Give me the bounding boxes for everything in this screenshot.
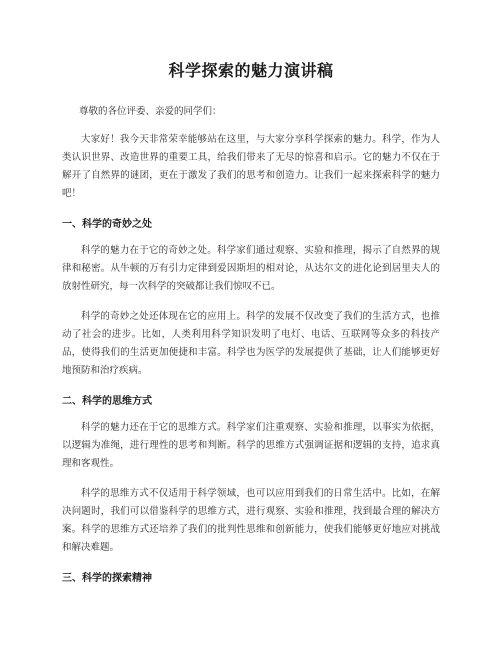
section-2-heading: 二、科学的思维方式 [62, 396, 152, 407]
section-2-paragraph-1: 科学的魅力还在于它的思维方式。科学家们注重观察、实验和推理，以事实为依据，以逻辑为准绳，进行理性的思考和判断。科学的思维方式强调证据和逻辑的支持，追求真理和客观性。 [62, 422, 440, 469]
greeting: 尊敬的各位评委、亲爱的同学们： [79, 106, 222, 117]
section-1-heading: 一、科学的奇妙之处 [62, 219, 152, 230]
section-1-paragraph-1: 科学的魅力在于它的奇妙之处。科学家们通过观察、实验和推理，揭示了自然界的规律和秘密。从牛顿的万有引力定律到爱因斯坦的相对论，从达尔文的进化论到居里夫人的放射性研究，每一次科学的突破都让我们惊叹不已。 [62, 245, 440, 292]
section-3-heading: 三、科学的探索精神 [62, 573, 152, 584]
section-2-paragraph-2: 科学的思维方式不仅适用于科学领域，也可以应用到我们的日常生活中。比如，在解决问题时，我们可以借鉴科学的思维方式，进行观察、实验和推理，找到最合理的解决方案。科学的思维方式还培养了我们的批判性思维和创新能力，使我们能够更好地应对挑战和解决难题。 [62, 488, 440, 553]
section-1-paragraph-2: 科学的奇妙之处还体现在它的应用上。科学的发展不仅改变了我们的生活方式，也推动了社会的进步。比如，人类利用科学知识发明了电灯、电话、互联网等众多的科技产品，使得我们的生活更加便捷和丰富。科学也为医学的发展提供了基础，让人们能够更好地预防和治疗疾病。 [62, 311, 440, 376]
document-title: 科学探索的魅力演讲稿 [168, 61, 334, 80]
intro-paragraph: 大家好！我今天非常荣幸能够站在这里，与大家分享科学探索的魅力。科学，作为人类认识世界、改造世界的重要工具，给我们带来了无尽的惊喜和启示。它的魅力不仅在于解开了自然界的谜团，更在于激发了我们的思考和创造力。让我们一起来探索科学的魅力吧！ [62, 134, 440, 199]
